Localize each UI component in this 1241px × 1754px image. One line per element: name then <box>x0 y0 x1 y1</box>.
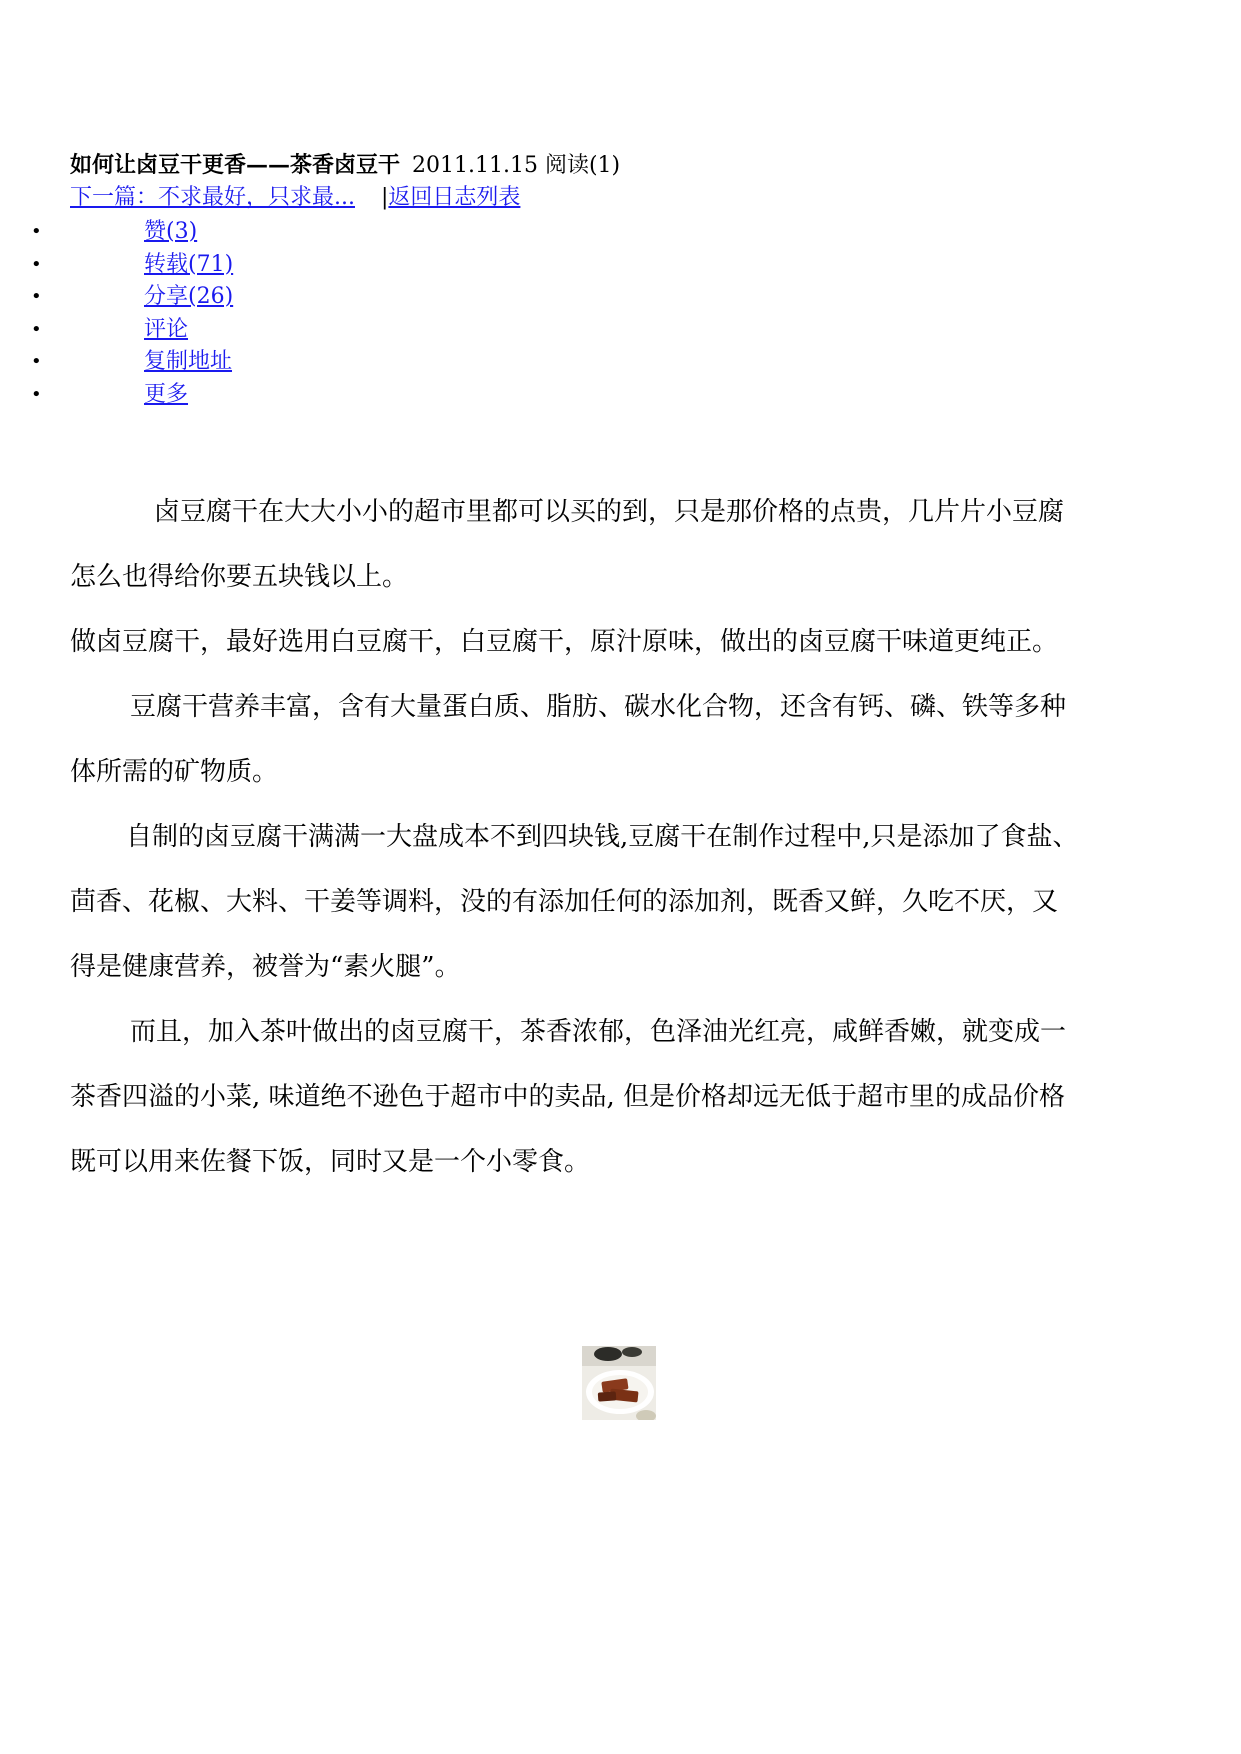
bullet-icon: • <box>31 318 42 340</box>
repost-link[interactable]: 转载(71) <box>144 251 234 277</box>
article-line: 得是健康营养，被誉为“素火腿”。 <box>70 952 461 982</box>
next-post-link[interactable]: 下一篇：不求最好，只求最... <box>70 185 355 210</box>
bullet-icon: • <box>31 221 42 242</box>
copy-address-link[interactable]: 复制地址 <box>144 349 233 374</box>
tofu-dish-image <box>582 1346 656 1420</box>
article-line: 既可以用来佐餐下饭，同时又是一个小零食。 <box>70 1147 591 1177</box>
article-line: 怎么也得给你要五块钱以上。 <box>70 562 409 592</box>
bullet-icon: • <box>31 253 42 275</box>
article-line: 体所需的矿物质。 <box>70 757 279 787</box>
article-line: 茴香、花椒、大料、干姜等调料，没的有添加任何的添加剂，既香又鲜，久吃不厌，又 <box>70 887 1059 917</box>
article-line: 自制的卤豆腐干满满一大盘成本不到四块钱,豆腐干在制作过程中,只是添加了食盐、 <box>126 822 1079 852</box>
post-navigation <box>70 183 520 213</box>
share-link[interactable]: 分享(26) <box>144 284 234 309</box>
article-line: 做卤豆腐干，最好选用白豆腐干，白豆腐干，原汁原味，做出的卤豆腐干味道更纯正。 <box>70 627 1059 657</box>
post-title: 如何让卤豆干更香——茶香卤豆干 <box>70 152 401 178</box>
article-line: 茶香四溢的小菜, 味道绝不逊色于超市中的卖品, 但是价格却远无低于超市里的成品价格 <box>70 1082 1066 1112</box>
like-link[interactable]: 赞(3) <box>144 219 198 244</box>
bullet-icon: • <box>31 383 42 405</box>
article-line: 豆腐干营养丰富，含有大量蛋白质、脂肪、碳水化合物，还含有钙、磷、铁等多种 <box>130 692 1067 722</box>
article-line: 卤豆腐干在大大小小的超市里都可以买的到，只是那价格的点贵，几片片小豆腐 <box>154 497 1065 527</box>
bullet-icon: • <box>31 286 42 307</box>
post-date-read: 2011.11.15 阅读(1) <box>412 153 621 178</box>
nav-separator: | <box>380 185 389 210</box>
comment-link[interactable]: 评论 <box>144 316 189 342</box>
post-header <box>70 150 620 181</box>
bullet-icon: • <box>31 351 42 372</box>
more-link[interactable]: 更多 <box>144 381 189 407</box>
tofu-dish-photo <box>582 1346 656 1420</box>
back-to-list-link[interactable]: 返回日志列表 <box>388 185 521 210</box>
article-line: 而且，加入茶叶做出的卤豆腐干，茶香浓郁，色泽油光红亮，咸鲜香嫩，就变成一 <box>130 1017 1067 1047</box>
article-body <box>70 480 1170 1195</box>
